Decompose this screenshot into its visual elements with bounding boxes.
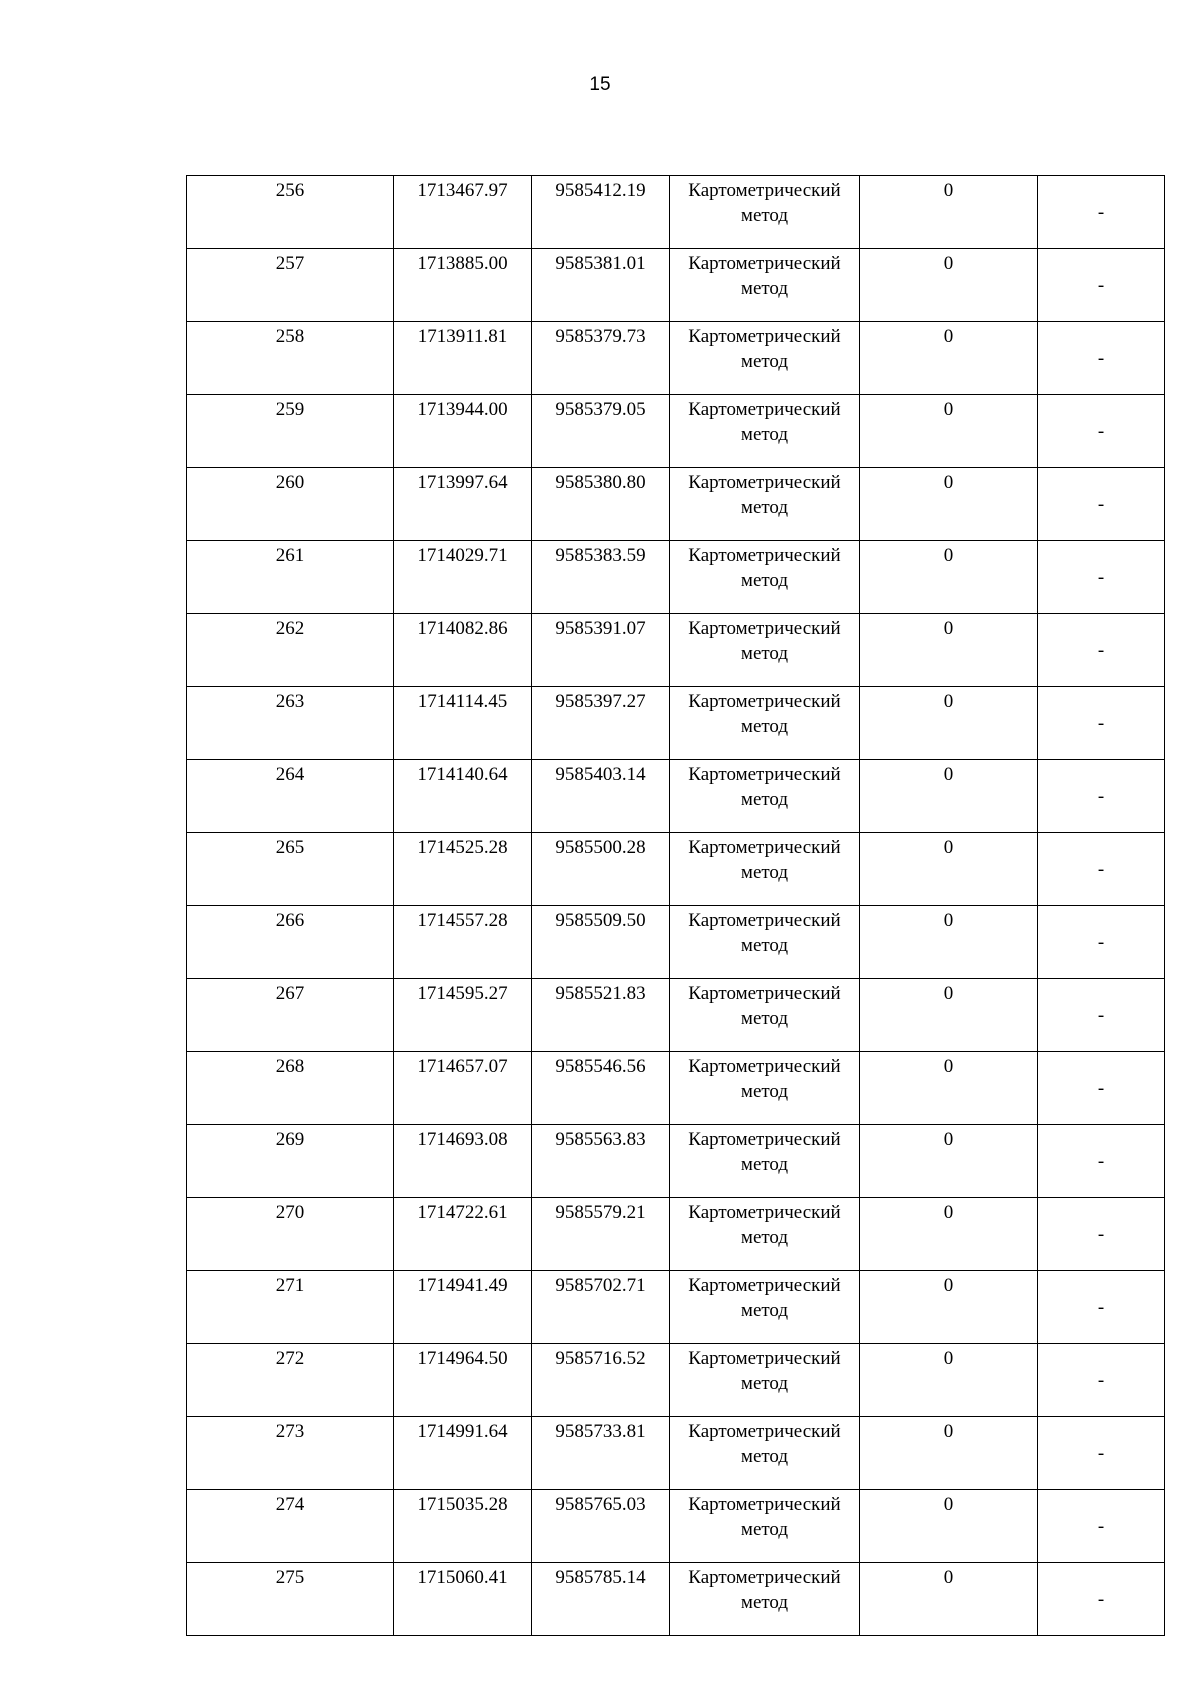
error-cell: 0 (860, 1417, 1038, 1490)
y-coordinate-cell: 9585383.59 (532, 541, 670, 614)
method-cell (670, 1563, 860, 1636)
y-coordinate-cell: 9585579.21 (532, 1198, 670, 1271)
table-row (187, 1417, 1165, 1490)
x-coordinate-cell: 1714557.28 (394, 906, 532, 979)
method-line-1: Картометрический (688, 983, 841, 1004)
method-line-1: Картометрический (688, 618, 841, 639)
y-coordinate-cell: 9585391.07 (532, 614, 670, 687)
y-coordinate-cell: 9585379.73 (532, 322, 670, 395)
description-cell: - (1038, 979, 1165, 1052)
error-cell: 0 (860, 1490, 1038, 1563)
point-number-cell: 261 (187, 541, 394, 614)
table-row (187, 249, 1165, 322)
method-line-2: метод (740, 1300, 789, 1321)
point-number-cell: 266 (187, 906, 394, 979)
method-cell (670, 541, 860, 614)
point-number-cell: 256 (187, 176, 394, 249)
method-line-2: метод (740, 789, 789, 810)
table-row (187, 176, 1165, 249)
y-coordinate-cell: 9585397.27 (532, 687, 670, 760)
point-number-cell: 260 (187, 468, 394, 541)
method-cell (670, 1052, 860, 1125)
method-line-1: Картометрический (688, 1421, 841, 1442)
x-coordinate-cell: 1715035.28 (394, 1490, 532, 1563)
error-cell: 0 (860, 979, 1038, 1052)
error-cell: 0 (860, 1344, 1038, 1417)
error-cell: 0 (860, 906, 1038, 979)
method-line-1: Картометрический (688, 910, 841, 931)
description-cell: - (1038, 176, 1165, 249)
table-row (187, 1271, 1165, 1344)
method-cell (670, 176, 860, 249)
method-cell (670, 614, 860, 687)
point-number-cell: 265 (187, 833, 394, 906)
method-line-1: Картометрический (688, 1494, 841, 1515)
description-cell: - (1038, 833, 1165, 906)
method-line-1: Картометрический (688, 180, 841, 201)
table-row (187, 979, 1165, 1052)
method-line-1: Картометрический (688, 253, 841, 274)
y-coordinate-cell: 9585500.28 (532, 833, 670, 906)
y-coordinate-cell: 9585785.14 (532, 1563, 670, 1636)
y-coordinate-cell: 9585702.71 (532, 1271, 670, 1344)
description-cell: - (1038, 541, 1165, 614)
point-number-cell: 257 (187, 249, 394, 322)
description-cell: - (1038, 1563, 1165, 1636)
y-coordinate-cell: 9585380.80 (532, 468, 670, 541)
x-coordinate-cell: 1714140.64 (394, 760, 532, 833)
table-row (187, 906, 1165, 979)
table-row (187, 541, 1165, 614)
error-cell: 0 (860, 541, 1038, 614)
method-cell (670, 1344, 860, 1417)
x-coordinate-cell: 1714941.49 (394, 1271, 532, 1344)
table-row (187, 833, 1165, 906)
description-cell: - (1038, 1271, 1165, 1344)
method-cell (670, 687, 860, 760)
y-coordinate-cell: 9585546.56 (532, 1052, 670, 1125)
method-cell (670, 322, 860, 395)
point-number-cell: 262 (187, 614, 394, 687)
method-line-2: метод (740, 1008, 789, 1029)
table-row (187, 1490, 1165, 1563)
table-row (187, 614, 1165, 687)
method-line-1: Картометрический (688, 1275, 841, 1296)
y-coordinate-cell: 9585379.05 (532, 395, 670, 468)
method-line-2: метод (740, 1519, 789, 1540)
point-number-cell: 259 (187, 395, 394, 468)
point-number-cell: 258 (187, 322, 394, 395)
description-cell: - (1038, 1198, 1165, 1271)
point-number-cell: 270 (187, 1198, 394, 1271)
method-line-2: метод (740, 716, 789, 737)
point-number-cell: 274 (187, 1490, 394, 1563)
x-coordinate-cell: 1714964.50 (394, 1344, 532, 1417)
error-cell: 0 (860, 760, 1038, 833)
description-cell: - (1038, 395, 1165, 468)
point-number-cell: 269 (187, 1125, 394, 1198)
method-line-2: метод (740, 1446, 789, 1467)
method-cell (670, 979, 860, 1052)
x-coordinate-cell: 1713911.81 (394, 322, 532, 395)
x-coordinate-cell: 1714114.45 (394, 687, 532, 760)
table-row (187, 395, 1165, 468)
y-coordinate-cell: 9585765.03 (532, 1490, 670, 1563)
error-cell: 0 (860, 468, 1038, 541)
method-cell (670, 395, 860, 468)
method-cell (670, 468, 860, 541)
description-cell: - (1038, 614, 1165, 687)
method-cell (670, 1417, 860, 1490)
method-cell (670, 1198, 860, 1271)
description-cell: - (1038, 322, 1165, 395)
method-line-1: Картометрический (688, 1202, 841, 1223)
y-coordinate-cell: 9585412.19 (532, 176, 670, 249)
method-line-2: метод (740, 205, 789, 226)
x-coordinate-cell: 1714525.28 (394, 833, 532, 906)
x-coordinate-cell: 1715060.41 (394, 1563, 532, 1636)
description-cell: - (1038, 1490, 1165, 1563)
method-line-1: Картометрический (688, 1348, 841, 1369)
method-line-1: Картометрический (688, 1056, 841, 1077)
table-row (187, 1344, 1165, 1417)
method-cell (670, 906, 860, 979)
y-coordinate-cell: 9585563.83 (532, 1125, 670, 1198)
error-cell: 0 (860, 687, 1038, 760)
method-line-2: метод (740, 862, 789, 883)
method-cell (670, 1490, 860, 1563)
description-cell: - (1038, 468, 1165, 541)
coordinates-table-body (187, 176, 1165, 1636)
x-coordinate-cell: 1713944.00 (394, 395, 532, 468)
y-coordinate-cell: 9585733.81 (532, 1417, 670, 1490)
method-cell (670, 833, 860, 906)
description-cell: - (1038, 906, 1165, 979)
description-cell: - (1038, 1417, 1165, 1490)
page-number: 15 (589, 74, 611, 95)
method-line-1: Картометрический (688, 326, 841, 347)
error-cell: 0 (860, 1198, 1038, 1271)
method-line-1: Картометрический (688, 837, 841, 858)
method-line-2: метод (740, 935, 789, 956)
x-coordinate-cell: 1714722.61 (394, 1198, 532, 1271)
point-number-cell: 271 (187, 1271, 394, 1344)
point-number-cell: 264 (187, 760, 394, 833)
point-number-cell: 272 (187, 1344, 394, 1417)
description-cell: - (1038, 760, 1165, 833)
point-number-cell: 267 (187, 979, 394, 1052)
error-cell: 0 (860, 1052, 1038, 1125)
method-line-1: Картометрический (688, 545, 841, 566)
table-row (187, 1052, 1165, 1125)
x-coordinate-cell: 1714991.64 (394, 1417, 532, 1490)
x-coordinate-cell: 1714595.27 (394, 979, 532, 1052)
x-coordinate-cell: 1714029.71 (394, 541, 532, 614)
method-cell (670, 249, 860, 322)
table-row (187, 468, 1165, 541)
x-coordinate-cell: 1714082.86 (394, 614, 532, 687)
method-line-1: Картометрический (688, 399, 841, 420)
method-line-1: Картометрический (688, 472, 841, 493)
x-coordinate-cell: 1714693.08 (394, 1125, 532, 1198)
method-line-2: метод (740, 1154, 789, 1175)
method-line-2: метод (740, 497, 789, 518)
method-line-1: Картометрический (688, 764, 841, 785)
x-coordinate-cell: 1714657.07 (394, 1052, 532, 1125)
error-cell: 0 (860, 322, 1038, 395)
error-cell: 0 (860, 833, 1038, 906)
y-coordinate-cell: 9585509.50 (532, 906, 670, 979)
method-line-2: метод (740, 1373, 789, 1394)
method-line-2: метод (740, 570, 789, 591)
method-line-1: Картометрический (688, 691, 841, 712)
method-cell (670, 760, 860, 833)
method-line-2: метод (740, 1592, 789, 1613)
error-cell: 0 (860, 395, 1038, 468)
description-cell: - (1038, 1125, 1165, 1198)
error-cell: 0 (860, 1563, 1038, 1636)
method-line-1: Картометрический (688, 1129, 841, 1150)
y-coordinate-cell: 9585521.83 (532, 979, 670, 1052)
point-number-cell: 268 (187, 1052, 394, 1125)
x-coordinate-cell: 1713885.00 (394, 249, 532, 322)
y-coordinate-cell: 9585381.01 (532, 249, 670, 322)
method-line-2: метод (740, 351, 789, 372)
table-row (187, 1563, 1165, 1636)
error-cell: 0 (860, 614, 1038, 687)
method-cell (670, 1271, 860, 1344)
method-line-2: метод (740, 1081, 789, 1102)
point-number-cell: 273 (187, 1417, 394, 1490)
method-line-2: метод (740, 424, 789, 445)
y-coordinate-cell: 9585403.14 (532, 760, 670, 833)
table-row (187, 1125, 1165, 1198)
description-cell: - (1038, 1344, 1165, 1417)
method-line-2: метод (740, 643, 789, 664)
description-cell: - (1038, 249, 1165, 322)
table-row (187, 322, 1165, 395)
table-row (187, 760, 1165, 833)
method-line-1: Картометрический (688, 1567, 841, 1588)
method-line-2: метод (740, 278, 789, 299)
error-cell: 0 (860, 176, 1038, 249)
error-cell: 0 (860, 249, 1038, 322)
point-number-cell: 275 (187, 1563, 394, 1636)
x-coordinate-cell: 1713467.97 (394, 176, 532, 249)
table-row (187, 1198, 1165, 1271)
y-coordinate-cell: 9585716.52 (532, 1344, 670, 1417)
description-cell: - (1038, 687, 1165, 760)
coordinates-table (186, 175, 1165, 1636)
error-cell: 0 (860, 1271, 1038, 1344)
description-cell: - (1038, 1052, 1165, 1125)
method-cell (670, 1125, 860, 1198)
table-row (187, 687, 1165, 760)
error-cell: 0 (860, 1125, 1038, 1198)
x-coordinate-cell: 1713997.64 (394, 468, 532, 541)
point-number-cell: 263 (187, 687, 394, 760)
method-line-2: метод (740, 1227, 789, 1248)
